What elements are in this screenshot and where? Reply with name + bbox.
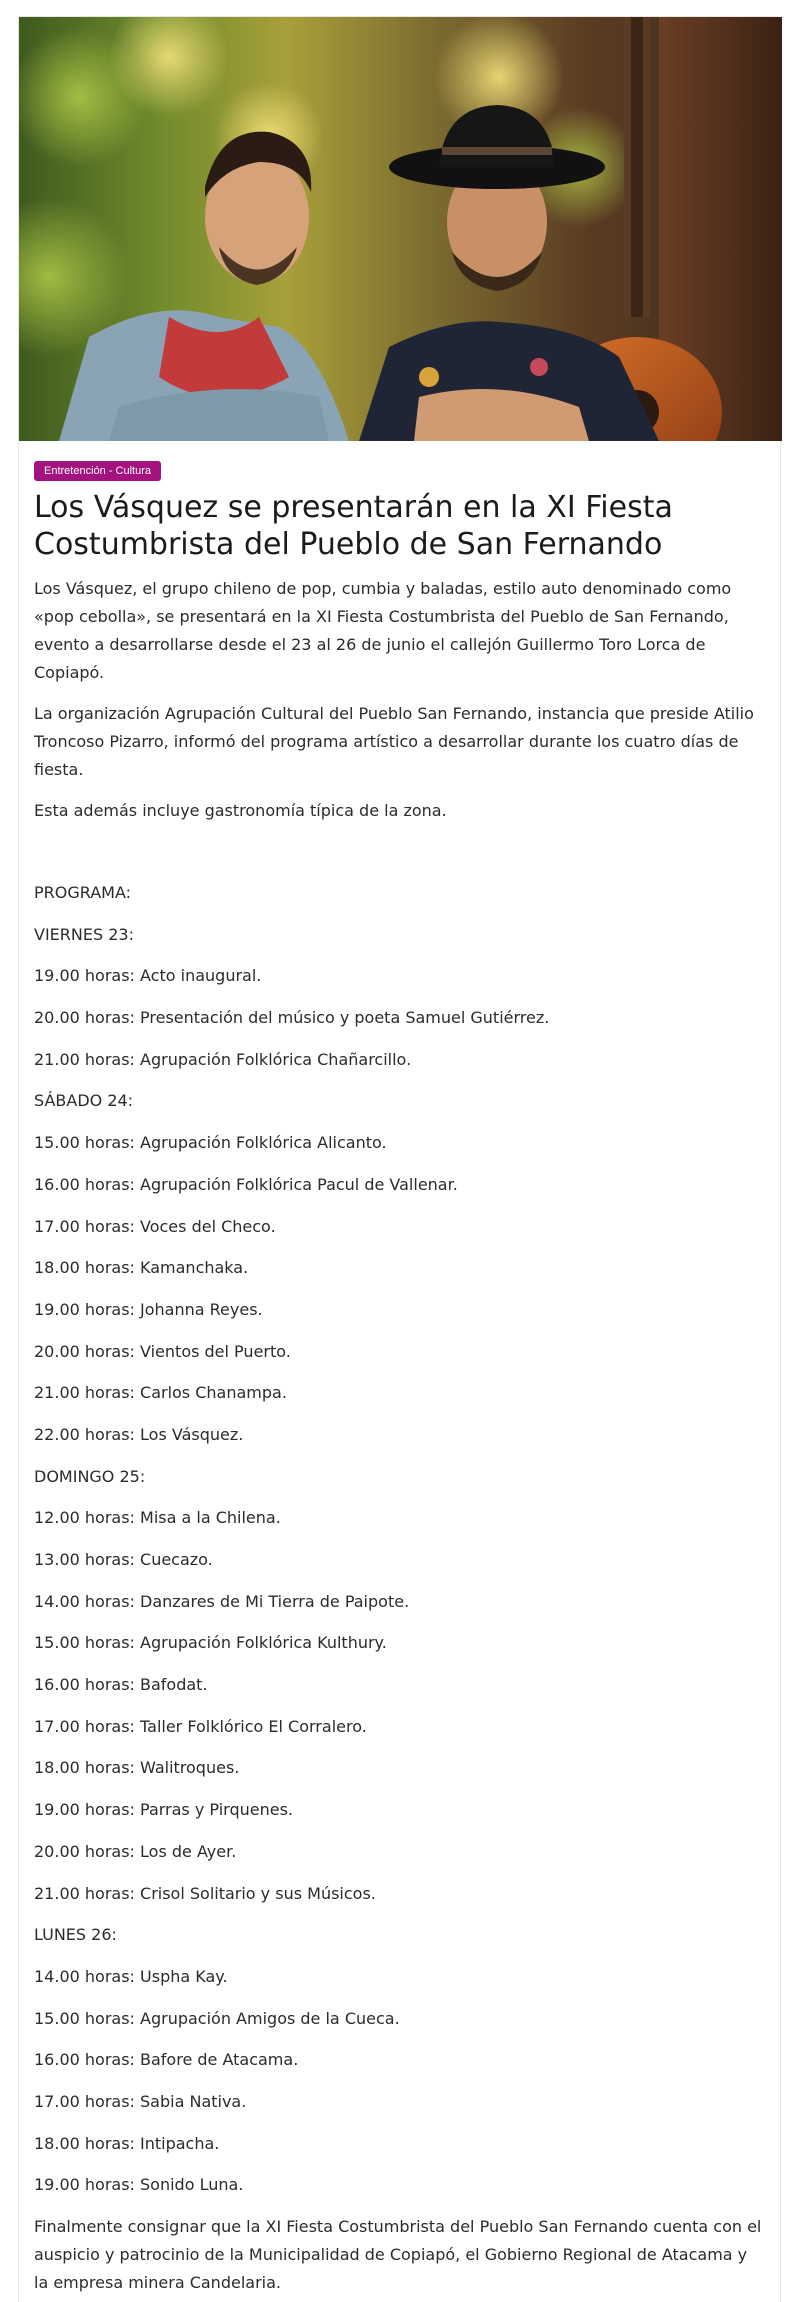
program-item: 15.00 horas: Agrupación Folklórica Kulthury.: [34, 1633, 387, 1653]
intro-paragraph: Esta además incluye gastronomía típica de la zona.: [34, 801, 447, 820]
article-body: [19, 441, 780, 2297]
program-item: 18.00 horas: Kamanchaka.: [34, 1258, 249, 1278]
program-item: 14.00 horas: Uspha Kay.: [34, 1966, 228, 1986]
program-item: 17.00 horas: Voces del Checo.: [34, 1216, 276, 1236]
closing-paragraph: Finalmente consignar que la XI Fiesta Costumbrista del Pueblo San Fernando cuenta con el auspicio y patrocinio de la Municipalidad de Copiapó, el Gobierno Regional de Atacama y la empresa minera Candelaria.: [34, 2217, 762, 2292]
program-item: 18.00 horas: Intipacha.: [34, 2133, 220, 2153]
program-item: 13.00 horas: Cuecazo.: [34, 1550, 213, 1569]
program-item: 16.00 horas: Bafore de Atacama.: [34, 2050, 299, 2070]
program-item: 19.00 horas: Parras y Pirquenes.: [34, 1800, 293, 1820]
program-item: 21.00 horas: Crisol Solitario y sus Músicos.: [34, 1883, 376, 1903]
program-item: 19.00 horas: Acto inaugural.: [34, 966, 262, 986]
intro-paragraph: La organización Agrupación Cultural del Pueblo San Fernando, instancia que preside Atilio Troncoso Pizarro, informó del programa artístico a desarrollar durante los cuatro días de fiesta.: [34, 704, 754, 779]
program-heading: PROGRAMA:: [34, 883, 132, 902]
program-item: 15.00 horas: Agrupación Folklórica Alicanto.: [34, 1133, 387, 1153]
program-item: 19.00 horas: Sonido Luna.: [34, 2175, 244, 2195]
program-item: 20.00 horas: Los de Ayer.: [34, 1841, 237, 1861]
program-item: 15.00 horas: Agrupación Amigos de la Cueca.: [34, 2008, 400, 2028]
category-badge[interactable]: Entretención - Cultura: [34, 461, 161, 481]
intro-paragraph: Los Vásquez, el grupo chileno de pop, cumbia y baladas, estilo auto denominado como «pop cebolla», se presentará en la XI Fiesta Costumbrista del Pueblo de San Fernando, evento a desarrollarse desde el 23 al 26 de junio el callejón Guillermo Toro Lorca de Copiapó.: [34, 579, 732, 682]
day-heading: LUNES 26:: [34, 1925, 117, 1945]
program-item: 17.00 horas: Taller Folklórico El Corralero.: [34, 1716, 367, 1736]
program-item: 14.00 horas: Danzares de Mi Tierra de Paipote.: [34, 1591, 410, 1611]
program-item: 19.00 horas: Johanna Reyes.: [34, 1299, 263, 1319]
article-hero-image: [19, 17, 782, 441]
program-item: 20.00 horas: Presentación del músico y poeta Samuel Gutiérrez.: [34, 1008, 550, 1028]
day-heading: DOMINGO 25:: [34, 1466, 146, 1486]
hero-photo: [19, 17, 782, 441]
program-item: 21.00 horas: Carlos Chanampa.: [34, 1383, 287, 1403]
program-item: 16.00 horas: Agrupación Folklórica Pacul de Vallenar.: [34, 1174, 458, 1194]
article-card: [18, 16, 781, 2302]
program-item: 18.00 horas: Walitroques.: [34, 1758, 240, 1778]
program-item: 17.00 horas: Sabia Nativa.: [34, 2091, 247, 2111]
program-item: 21.00 horas: Agrupación Folklórica Chañarcillo.: [34, 1049, 412, 1069]
spacer: [34, 838, 765, 879]
program-item: 22.00 horas: Los Vásquez.: [34, 1424, 244, 1444]
program-item: 16.00 horas: Bafodat.: [34, 1675, 208, 1695]
program-item: 20.00 horas: Vientos del Puerto.: [34, 1341, 291, 1361]
day-heading: VIERNES 23:: [34, 924, 134, 944]
program-item: 12.00 horas: Misa a la Chilena.: [34, 1508, 281, 1528]
day-heading: SÁBADO 24:: [34, 1091, 134, 1111]
article-title: Los Vásquez se presentarán en la XI Fiesta Costumbrista del Pueblo de San Fernando: [34, 490, 673, 562]
